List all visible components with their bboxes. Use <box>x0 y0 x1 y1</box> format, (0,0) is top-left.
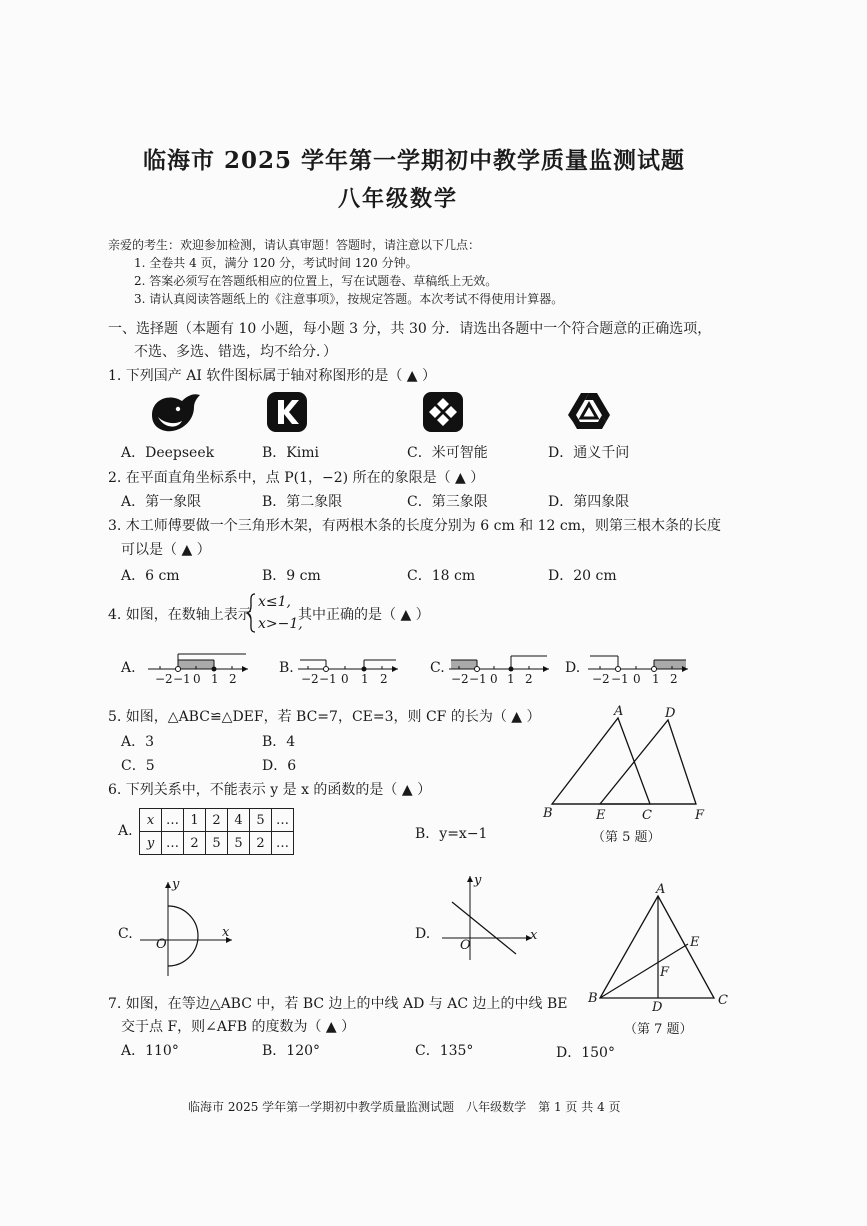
q2-option-a: A．第一象限 <box>121 494 202 510</box>
page-footer: 临海市 2025 学年第一学期初中教学质量监测试题 八年级数学 第 1 页 共 4 页 <box>188 1100 621 1114</box>
tick-label: 2 <box>525 672 533 686</box>
q1-stem: 1. 下列国产 AI 软件图标属于轴对称图形的是（ ▲ ） <box>108 368 437 384</box>
table-row <box>140 832 294 855</box>
q7-caption: （第 7 题） <box>624 1022 693 1037</box>
q2-option-c: C．第三象限 <box>407 494 488 510</box>
q5-stem: 5. 如图，△ABC≌△DEF，若 BC=7，CE=3，则 CF 的长为（ ▲ ） <box>108 709 541 725</box>
q6-stem: 6. 下列关系中，不能表示 y 是 x 的函数的是（ ▲ ） <box>108 782 432 798</box>
q6-graph-d <box>438 872 538 962</box>
q4-option-d: D. <box>565 660 581 676</box>
q5-option-c: C．5 <box>121 758 155 774</box>
q6-option-a: A. <box>118 823 133 839</box>
tick-label: 1 <box>361 672 369 686</box>
tick-label: −1 <box>173 672 191 686</box>
table-row <box>140 809 294 832</box>
table-cell: 1 <box>184 809 206 832</box>
q3-option-c: C．18 cm <box>407 568 476 584</box>
q6d-x-label: x <box>530 928 538 943</box>
table-cell: 2 <box>184 832 206 855</box>
table-cell: y <box>140 832 162 855</box>
tick-label: 0 <box>193 672 201 686</box>
exam-title: 临海市 2025 学年第一学期初中教学质量监测试题 <box>143 147 686 174</box>
section-heading: 一、选择题（本题有 10 小题，每小题 3 分，共 30 分．请选出各题中一个符合题意的正确选项， <box>108 321 712 337</box>
q6d-origin-label: O <box>460 938 471 953</box>
q7-label-b: B <box>588 991 598 1006</box>
q6c-x-label: x <box>222 925 230 940</box>
diamond-grid-icon <box>422 391 464 433</box>
notice-item-1: 1. 全卷共 4 页，满分 120 分，考试时间 120 分钟。 <box>134 256 418 270</box>
tick-label: 0 <box>633 672 641 686</box>
q4-ineq-2: x>−1, <box>258 616 303 632</box>
notice-intro: 亲爱的考生：欢迎参加检测，请认真审题！答题时，请注意以下几点： <box>108 238 481 252</box>
q7-stem: 7. 如图，在等边△ABC 中，若 BC 边上的中线 AD 与 AC 边上的中线 BE <box>108 996 568 1012</box>
tick-label: 1 <box>652 672 660 686</box>
tick-label: 2 <box>229 672 237 686</box>
q3-option-d: D．20 cm <box>548 568 617 584</box>
q7-option-d: D．150° <box>556 1045 615 1061</box>
table-cell: 5 <box>250 809 272 832</box>
tick-label: −2 <box>451 672 469 686</box>
q3-stem: 3. 木工师傅要做一个三角形木架，有两根木条的长度分别为 6 cm 和 12 cm，则第三根木条的长度 <box>108 518 722 534</box>
exam-subtitle: 八年级数学 <box>338 186 459 212</box>
q7-label-d: D <box>652 1000 663 1015</box>
q7-label-f: F <box>660 965 670 980</box>
table-cell: … <box>272 809 294 832</box>
table-cell: 5 <box>206 832 228 855</box>
q5-option-b: B．4 <box>262 734 296 750</box>
kimi-k-icon <box>266 391 308 433</box>
q2-stem: 2. 在平面直角坐标系中，点 P(1，−2) 所在的象限是（ ▲ ） <box>108 470 485 486</box>
tongyi-knot-icon <box>566 391 612 435</box>
tick-label: 0 <box>341 672 349 686</box>
notice-item-3: 3. 请认真阅读答题纸上的《注意事项》，按规定答题。本次考试不得使用计算器。 <box>134 292 564 306</box>
q7-option-a: A．110° <box>121 1043 179 1059</box>
tick-label: 2 <box>670 672 678 686</box>
section-heading-cont: 不选、多选、错选，均不给分．） <box>134 344 337 360</box>
tick-label: 2 <box>380 672 388 686</box>
table-cell: x <box>140 809 162 832</box>
q5-option-d: D．6 <box>262 758 297 774</box>
q5-label-d: D <box>665 706 676 721</box>
q1-option-c: C．米可智能 <box>407 445 488 461</box>
q3-option-a: A．6 cm <box>121 568 180 584</box>
q5-option-a: A．3 <box>121 734 155 750</box>
q2-option-d: D．第四象限 <box>548 494 630 510</box>
q4-option-c: C. <box>430 660 445 676</box>
notice-item-2: 2. 答案必须写在答题纸相应的位置上，写在试题卷、草稿纸上无效。 <box>134 274 498 288</box>
q6-option-d: D. <box>415 926 431 942</box>
table-cell: 2 <box>250 832 272 855</box>
tick-label: −2 <box>155 672 173 686</box>
tick-label: −2 <box>592 672 610 686</box>
q5-label-c: C <box>642 808 652 823</box>
tick-label: 1 <box>507 672 515 686</box>
q6-option-b: B．y=x−1 <box>415 826 488 842</box>
q6-option-c: C. <box>118 926 133 942</box>
table-cell: 4 <box>228 809 250 832</box>
q6c-y-label: y <box>172 877 180 892</box>
q6-function-table <box>139 808 294 855</box>
tick-label: 1 <box>211 672 219 686</box>
q5-figure <box>540 700 710 820</box>
tick-label: 0 <box>490 672 498 686</box>
q6d-y-label: y <box>474 873 482 888</box>
table-cell: … <box>162 809 184 832</box>
q4-option-b: B. <box>279 660 294 676</box>
q6c-origin-label: O <box>156 937 167 952</box>
tick-label: −2 <box>301 672 319 686</box>
q5-label-e: E <box>596 808 606 823</box>
q3-option-b: B．9 cm <box>262 568 321 584</box>
q4-option-a: A. <box>121 660 136 676</box>
table-cell: … <box>162 832 184 855</box>
q2-option-b: B．第二象限 <box>262 494 343 510</box>
q1-option-a: A．Deepseek <box>121 445 215 461</box>
q7-figure <box>590 884 730 1004</box>
q7-option-b: B．120° <box>262 1043 321 1059</box>
brace-icon <box>246 593 256 633</box>
q4-ineq-1: x≤1, <box>258 594 291 610</box>
q7-stem-cont: 交于点 F，则∠AFB 的度数为（ ▲ ） <box>121 1019 356 1035</box>
q4-stem: 4. 如图，在数轴上表示 <box>108 607 252 623</box>
q7-label-e: E <box>690 935 700 950</box>
q1-option-b: B．Kimi <box>262 445 319 461</box>
q3-stem-cont: 可以是（ ▲ ） <box>121 542 211 558</box>
table-cell: 2 <box>206 809 228 832</box>
table-cell: … <box>272 832 294 855</box>
tick-label: −1 <box>469 672 487 686</box>
q7-label-a: A <box>656 882 666 897</box>
tick-label: −1 <box>611 672 629 686</box>
q4-stem-cont: 其中正确的是（ ▲ ） <box>298 607 430 623</box>
q7-option-c: C．135° <box>415 1043 474 1059</box>
q1-option-d: D．通义千问 <box>548 445 630 461</box>
tick-label: −1 <box>319 672 337 686</box>
q5-caption: （第 5 题） <box>592 830 661 845</box>
whale-icon <box>148 389 202 435</box>
q5-label-b: B <box>543 806 553 821</box>
q5-label-a: A <box>614 704 624 719</box>
table-cell: 5 <box>228 832 250 855</box>
q7-label-c: C <box>718 993 728 1008</box>
q5-label-f: F <box>695 808 705 823</box>
